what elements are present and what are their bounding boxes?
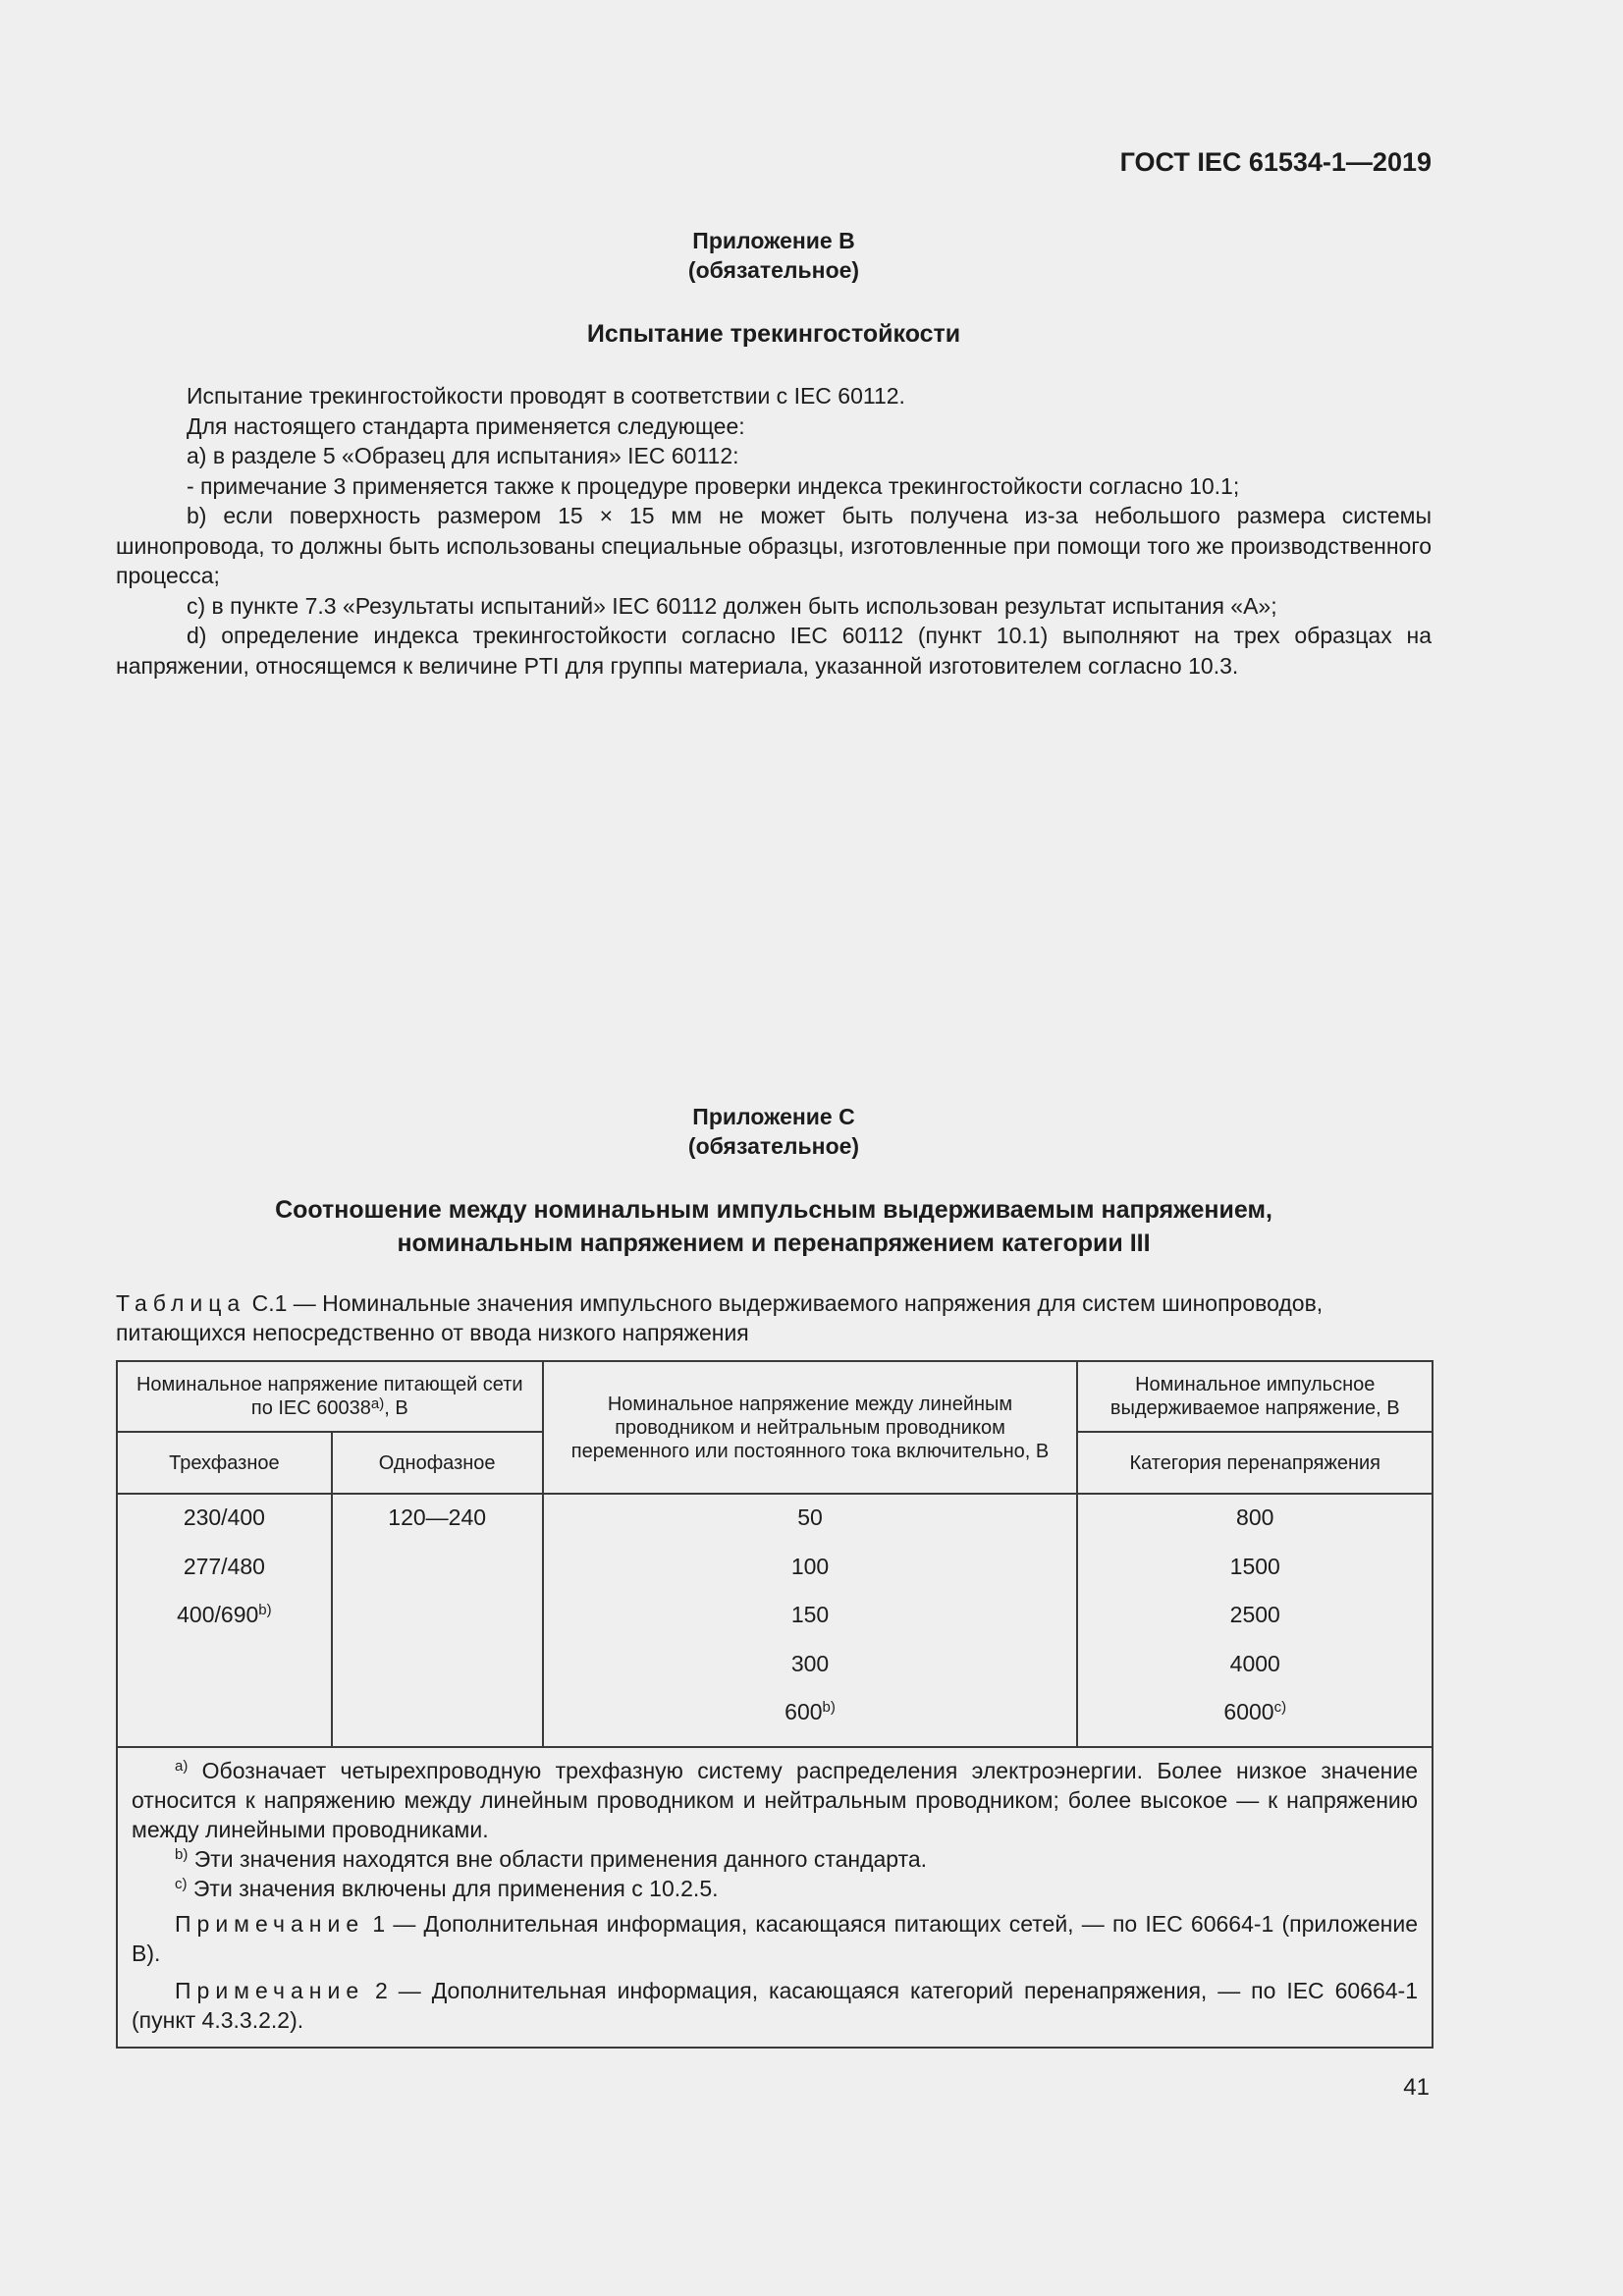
table-cell: 2500 [1229,1602,1280,1627]
appendix-b-title: Испытание трекингостойкости [586,320,961,348]
title-line: Соотношение между номинальным импульсным выдерживаемым напряжением, [275,1196,1272,1224]
footnote-c: $^{c)}$ Эти значения включены для применения с 10.2.5. [175,1875,719,1901]
standard-designation: ГОСТ IEC 61534-1—2019 [1119,147,1432,177]
note-1: Примечание 1 — Дополнительная информация, касающаяся питающих сетей, — по IEC 60664-1 (приложение В). [132,1910,1418,1966]
paragraph: b) если поверхность размером 15 × 15 мм не может быть получена из-за небольшого размера системы шинопровода, то должны быть использованы специальные образцы, изготовленные при помощи того же производственного процесса; [116,503,1432,588]
note-2: Примечание 2 — Дополнительная информация, касающаяся категорий перенапряжения, — по IEC 60664-1 (пункт 4.3.3.2.2). [132,1977,1418,2033]
table-cell: 150 [790,1602,830,1627]
table-cell: 600$^{b)}$ [784,1699,836,1724]
table-cell: 6000$^{c)}$ [1223,1699,1287,1724]
table-caption [116,1288,1432,1347]
header-overvoltage-category: Категория перенапряжения [1077,1432,1433,1494]
table-cell: 277/480 [183,1553,265,1579]
column-single-phase [332,1494,543,1747]
paragraph: - примечание 3 применяется также к процедуре проверки индекса трекингостойкости согласно 10.1; [187,472,1240,499]
header-supply-voltage: Номинальное напряжение питающей сети по IEC 60038$^{a)}$, В [117,1361,543,1432]
column-three-phase [117,1494,332,1747]
table-cell: 800 [1236,1504,1274,1530]
table-cell: 4000 [1229,1650,1280,1676]
footnote-a: $^{a)}$ Обозначает четырехпроводную трехфазную систему распределения электроэнергии. Более низкое значение относится к напряжению между линейным проводником и нейтральным проводником; более высокое — к напряжению между линейными проводниками. [132,1757,1418,1842]
paragraph: Испытание трекингостойкости проводят в соответствии с IEC 60112. [187,383,905,409]
appendix-c-status: (обязательное) [687,1133,860,1159]
table-notes [117,1747,1433,2048]
table-cell: 400/690$^{b)}$ [177,1602,272,1627]
table-cell: 50 [797,1504,823,1530]
title-line: номинальным напряжением и перенапряжением категории III [397,1230,1151,1257]
voltage-table [116,1360,1434,2049]
appendix-b-label: Приложение В [692,228,855,253]
paragraph: c) в пункте 7.3 «Результаты испытаний» IEC 60112 должен быть использован результат испытания «А»; [187,592,1277,619]
appendix-b-heading [116,226,1432,285]
appendix-b-body [116,381,1432,681]
header-line-neutral-voltage: Номинальное напряжение между линейным проводником и нейтральным проводником переменного или постоянного тока включительно, В [543,1361,1078,1494]
header-impulse-voltage: Номинальное импульсное выдерживаемое напряжение, В [1077,1361,1433,1432]
header-three-phase: Трехфазное [117,1432,332,1494]
table-cell: 300 [790,1650,830,1676]
table-cell: 100 [790,1553,830,1579]
column-line-neutral [543,1494,1078,1747]
table-caption-text: С.1 — Номинальные значения импульсного выдерживаемого напряжения для систем шинопроводов, питающихся непосредственно от ввода низкого напряжения [116,1290,1324,1345]
page-number: 41 [1403,2074,1430,2101]
appendix-c-label: Приложение С [692,1104,855,1129]
appendix-b-status: (обязательное) [687,257,860,283]
header-single-phase: Однофазное [332,1432,543,1494]
paragraph: d) определение индекса трекингостойкости согласно IEC 60112 (пункт 10.1) выполняют на трех образцах на напряжении, относящемся к величине PTI для группы материала, указанной изготовителем согласно 10.3. [116,623,1432,679]
footnote-b: $^{b)}$ Эти значения находятся вне области применения данного стандарта. [175,1845,928,1872]
table-caption-label: Таблица [116,1290,246,1316]
table-cell: 120—240 [388,1504,487,1530]
column-impulse [1077,1494,1433,1747]
paragraph: Для настоящего стандарта применяется следующее: [187,412,745,439]
table-cell: 1500 [1229,1553,1280,1579]
paragraph: a) в разделе 5 «Образец для испытания» IEC 60112: [187,443,739,468]
appendix-c-heading [116,1102,1432,1161]
appendix-c-title [116,1193,1432,1260]
table-cell: 230/400 [183,1504,265,1530]
